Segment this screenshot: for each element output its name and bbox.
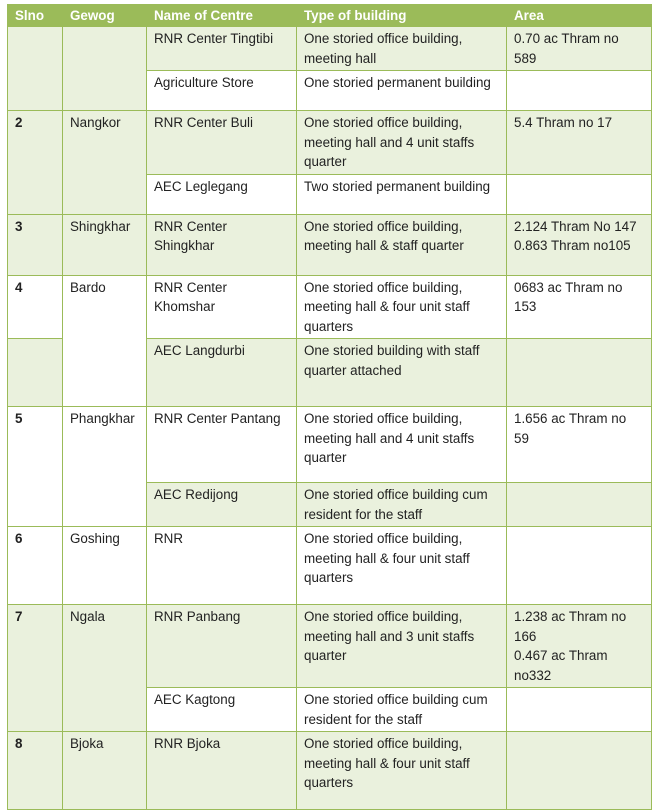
slno-cell: [8, 339, 63, 407]
table-row: [8, 111, 652, 175]
table-row: [8, 732, 652, 810]
area-line: 0.467 ac Thram no332: [514, 648, 608, 683]
centre-cell: RNR Center Tingtibi: [147, 27, 297, 71]
centre-cell: AEC Langdurbi: [147, 339, 297, 407]
centre-cell: RNR: [147, 527, 297, 605]
gewog-cell: Bjoka: [63, 732, 147, 810]
building-cell: One storied office building, meeting hall and 4 unit staffs quarter: [297, 407, 507, 483]
area-line: 1.656 ac Thram no 59: [514, 411, 627, 446]
centre-cell: RNR Center Buli: [147, 111, 297, 175]
slno-cell: 4: [8, 275, 63, 339]
header-slno: Slno: [8, 5, 63, 27]
header-building: Type of building: [297, 5, 507, 27]
area-line: 2.124 Thram No 147: [514, 218, 637, 234]
header-row: [8, 5, 652, 27]
gewog-cell: [63, 27, 147, 111]
slno-cell: 7: [8, 605, 63, 732]
area-cell: [507, 732, 652, 810]
gewog-cell: Nangkor: [63, 111, 147, 215]
area-cell: [507, 339, 652, 407]
header-centre: Name of Centre: [147, 5, 297, 27]
centre-cell: AEC Leglegang: [147, 174, 297, 214]
slno-cell: 8: [8, 732, 63, 810]
building-cell: One storied office building, meeting hall and 3 unit staffs quarter: [297, 605, 507, 688]
centre-cell: Agriculture Store: [147, 71, 297, 111]
gewog-cell: Ngala: [63, 605, 147, 732]
area-cell: [507, 483, 652, 527]
slno-cell: 6: [8, 527, 63, 605]
centre-cell: RNR Bjoka: [147, 732, 297, 810]
area-cell: [507, 527, 652, 605]
area-line: 0.70 ac Thram no 589: [514, 31, 619, 66]
area-line: 5.4 Thram no 17: [514, 115, 613, 130]
area-cell: [507, 605, 652, 688]
area-cell: [507, 688, 652, 732]
building-cell: One storied permanent building: [297, 71, 507, 111]
slno-cell: 2: [8, 111, 63, 215]
area-line: 0.863 Thram no105: [514, 238, 631, 253]
gewog-cell: Phangkhar: [63, 407, 147, 527]
building-cell: One storied office building, meeting hall & four unit staff quarters: [297, 732, 507, 810]
building-cell: One storied office building cum resident for the staff: [297, 688, 507, 732]
building-cell: One storied office building, meeting hall: [297, 27, 507, 71]
building-cell: One storied building with staff quarter attached: [297, 339, 507, 407]
centre-cell: RNR Panbang: [147, 605, 297, 688]
slno-cell: 5: [8, 407, 63, 527]
area-cell: [507, 71, 652, 111]
area-cell: [507, 174, 652, 214]
header-area: Area: [507, 5, 652, 27]
centre-cell: AEC Kagtong: [147, 688, 297, 732]
area-cell: [507, 111, 652, 175]
centre-cell: RNR Center Khomshar: [147, 275, 297, 339]
gewog-cell: Shingkhar: [63, 214, 147, 275]
area-cell: [507, 275, 652, 339]
building-cell: One storied office building cum resident for the staff: [297, 483, 507, 527]
table-row: [8, 527, 652, 605]
header-gewog: Gewog: [63, 5, 147, 27]
table-row: [8, 27, 652, 71]
area-cell: [507, 214, 652, 275]
gewog-cell: Goshing: [63, 527, 147, 605]
building-cell: One storied office building, meeting hall & staff quarter: [297, 214, 507, 275]
area-cell: [507, 407, 652, 483]
table-row: [8, 605, 652, 688]
gewog-cell: Bardo: [63, 275, 147, 407]
centres-table: [7, 4, 652, 810]
table-row: [8, 407, 652, 483]
area-cell: [507, 27, 652, 71]
centre-cell: AEC Redijong: [147, 483, 297, 527]
slno-cell: [8, 27, 63, 111]
table-row: [8, 275, 652, 339]
table-row: [8, 214, 652, 275]
building-cell: Two storied permanent building: [297, 174, 507, 214]
building-cell: One storied office building, meeting hall and 4 unit staffs quarter: [297, 111, 507, 175]
area-line: 1.238 ac Thram no 166: [514, 609, 627, 644]
centre-cell: RNR Center Pantang: [147, 407, 297, 483]
building-cell: One storied office building, meeting hall & four unit staff quarters: [297, 527, 507, 605]
area-line: 0683 ac Thram no 153: [514, 279, 623, 314]
building-cell: One storied office building, meeting hall & four unit staff quarters: [297, 275, 507, 339]
slno-cell: 3: [8, 214, 63, 275]
centre-cell: RNR Center Shingkhar: [147, 214, 297, 275]
